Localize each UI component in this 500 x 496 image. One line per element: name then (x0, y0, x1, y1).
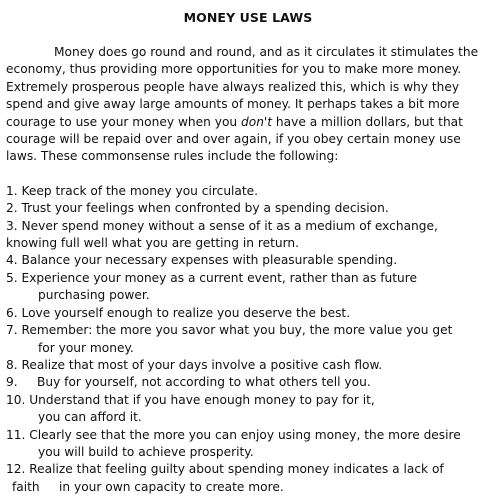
rule-item-1 (6, 183, 490, 200)
document-title: MONEY USE LAWS (183, 10, 313, 25)
rule-text: 8. Realize that most of your days involve a positive cash flow. (6, 357, 383, 372)
rule-text: 11. Clearly see that the more you can enjoy using money, the more desire (6, 427, 461, 442)
rule-continuation: you will build to achieve prosperity. (38, 444, 254, 459)
intro-paragraph (6, 44, 490, 166)
rule-item-12 (6, 461, 490, 496)
rule-item-2 (6, 200, 490, 217)
rule-item-7 (6, 322, 490, 357)
rule-text: 10. Understand that if you have enough money to pay for it, (6, 392, 375, 407)
rule-item-11 (6, 427, 490, 462)
rules-list (6, 183, 490, 496)
rule-continuation: purchasing power. (38, 288, 150, 303)
rule-item-6 (6, 305, 490, 322)
rule-text: 2. Trust your feelings when confronted by a spending decision. (6, 201, 389, 216)
intro-emphasis: don't (241, 114, 273, 129)
rule-text: 7. Remember: the more you savor what you buy, the more value you get (6, 323, 453, 338)
rule-text: 5. Experience your money as a current event, rather than as future (6, 270, 417, 285)
rule-item-4 (6, 252, 490, 269)
rule-continuation: you can afford it. (38, 410, 142, 425)
rule-item-9 (6, 374, 490, 391)
rule-item-3 (6, 218, 490, 253)
rule-text: 4. Balance your necessary expenses with pleasurable spending. (6, 253, 398, 268)
rule-text: 3. Never spend money without a sense of it as a medium of exchange, knowing full well what you are getting in return. (6, 218, 438, 251)
rule-text: 6. Love yourself enough to realize you deserve the best. (6, 305, 351, 320)
rule-item-10 (6, 392, 490, 427)
rule-text: 9. Buy for yourself, not according to what others tell you. (6, 375, 371, 390)
rule-item-5 (6, 270, 490, 305)
intro-text-part2: have a million dollars, but that courage will be repaid over and over again, if you obey certain money use laws. These commonsense rules include the following: (6, 114, 463, 164)
rule-text: 1. Keep track of the money you circulate. (6, 183, 259, 198)
intro-text-part1: Money does go round and round, and as it circulates it stimulates the economy, thus providing more opportunities for you to make more money. Extremely prosperous people have always realized this, which is why they spend and give away large amounts of money. It perhaps takes a bit more courage to use your money when you (6, 45, 479, 129)
rule-item-8 (6, 357, 490, 374)
rule-text: 12. Realize that feeling guilty about spending money indicates a lack of (6, 462, 444, 477)
rule-continuation: for your money. (38, 340, 134, 355)
rule-continuation: faith in your own capacity to create more. (12, 479, 284, 494)
